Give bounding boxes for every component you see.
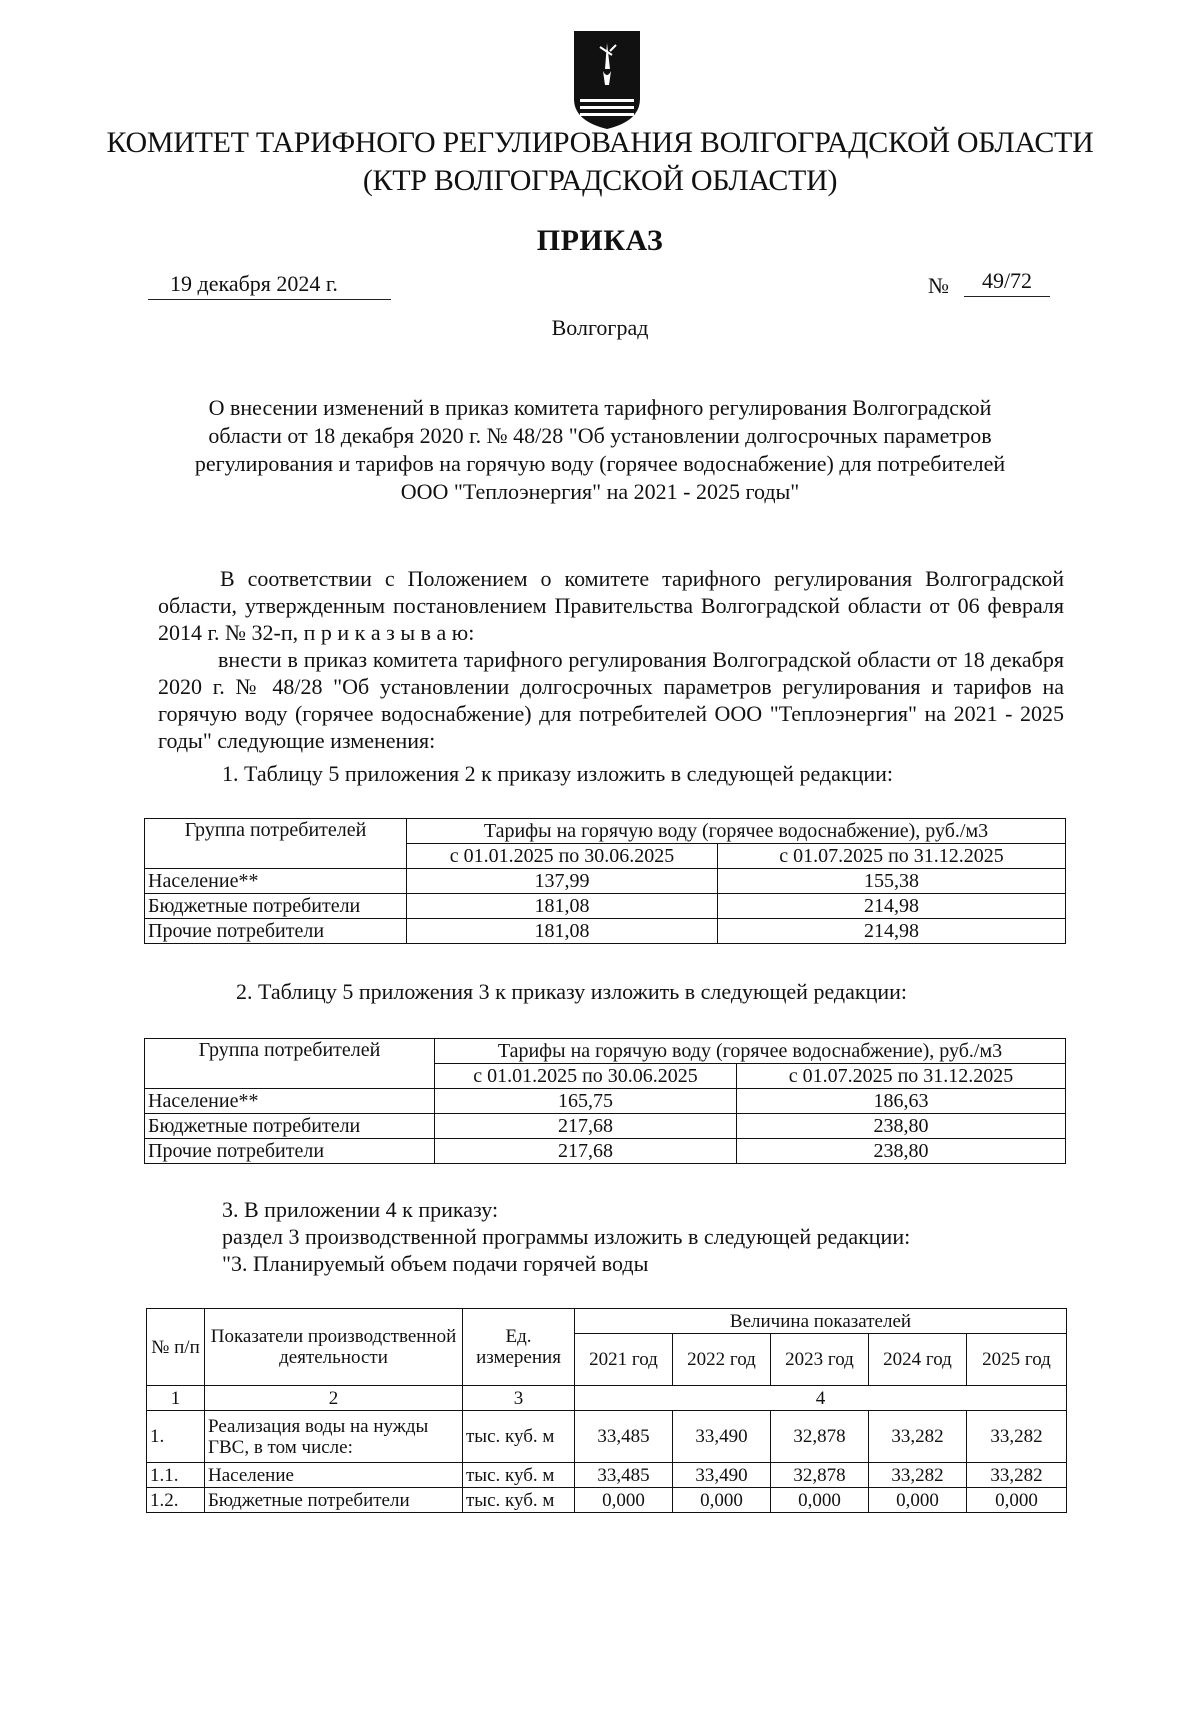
indicator-cell: Население	[205, 1463, 463, 1488]
table-row	[145, 1114, 1066, 1139]
header-period-1: с 01.01.2025 по 30.06.2025	[407, 844, 718, 869]
table-row	[147, 1411, 1067, 1463]
tariff-value-cell: 217,68	[435, 1139, 737, 1164]
value-cell: 33,282	[869, 1411, 967, 1463]
order-date: 19 декабря 2024 г.	[148, 269, 391, 300]
header-year: 2023 год	[771, 1334, 869, 1386]
indicator-cell: Реализация воды на нужды ГВС, в том числе:	[205, 1411, 463, 1463]
consumer-group-cell: Бюджетные потребители	[145, 894, 407, 919]
row-number-cell: 1.1.	[147, 1463, 205, 1488]
tariff-value-cell: 181,08	[407, 919, 718, 944]
row-number-cell: 1.	[147, 1411, 205, 1463]
row-number-cell: 1.2.	[147, 1488, 205, 1513]
consumer-group-cell: Прочие потребители	[145, 1139, 435, 1164]
tariff-value-cell: 155,38	[718, 869, 1066, 894]
tariff-value-cell: 137,99	[407, 869, 718, 894]
subject-line: О внесении изменений в приказ комитета тарифного регулирования Волгоградской	[208, 395, 992, 420]
subject-line: ООО "Теплоэнергия" на 2021 - 2025 годы"	[400, 479, 800, 504]
column-number: 1	[147, 1386, 205, 1411]
item-3-line: "3. Планируемый объем подачи горячей воды	[222, 1251, 649, 1276]
value-cell: 0,000	[673, 1488, 771, 1513]
tariff-table-appendix-2	[144, 818, 1066, 944]
volgograd-coat-of-arms-icon	[572, 29, 642, 131]
tariff-value-cell: 238,80	[737, 1114, 1066, 1139]
tariff-value-cell: 181,08	[407, 894, 718, 919]
value-cell: 33,282	[967, 1463, 1067, 1488]
tariff-value-cell: 214,98	[718, 894, 1066, 919]
column-number: 3	[463, 1386, 575, 1411]
order-number: 49/72	[964, 266, 1050, 297]
value-cell: 32,878	[771, 1411, 869, 1463]
indicator-cell: Бюджетные потребители	[205, 1488, 463, 1513]
header-unit: Ед. измерения	[463, 1309, 575, 1386]
value-cell: 0,000	[967, 1488, 1067, 1513]
value-cell: 0,000	[575, 1488, 673, 1513]
city: Волгоград	[551, 315, 649, 340]
tariff-value-cell: 214,98	[718, 919, 1066, 944]
value-cell: 33,490	[673, 1463, 771, 1488]
value-cell: 33,490	[673, 1411, 771, 1463]
header-year: 2021 год	[575, 1334, 673, 1386]
item-3-line: 3. В приложении 4 к приказу:	[222, 1197, 499, 1222]
value-cell: 32,878	[771, 1463, 869, 1488]
header-values: Величина показателей	[575, 1309, 1067, 1334]
consumer-group-cell: Население**	[145, 1089, 435, 1114]
organization-name: КОМИТЕТ ТАРИФНОГО РЕГУЛИРОВАНИЯ ВОЛГОГРАДСКОЙ ОБЛАСТИ	[106, 126, 1094, 159]
column-number: 2	[205, 1386, 463, 1411]
table-row	[147, 1488, 1067, 1513]
header-row-number: № п/п	[147, 1309, 205, 1386]
value-cell: 0,000	[771, 1488, 869, 1513]
unit-cell: тыс. куб. м	[463, 1463, 575, 1488]
unit-cell: тыс. куб. м	[463, 1488, 575, 1513]
tariff-value-cell: 186,63	[737, 1089, 1066, 1114]
header-consumer-group: Группа потребителей	[145, 1039, 435, 1089]
subject-line: регулирования и тарифов на горячую воду (горячее водоснабжение) для потребителей	[194, 451, 1006, 476]
item-2: 2. Таблицу 5 приложения 3 к приказу изложить в следующей редакции:	[236, 979, 908, 1004]
header-year: 2024 год	[869, 1334, 967, 1386]
value-cell: 0,000	[869, 1488, 967, 1513]
production-volume-table	[146, 1308, 1067, 1513]
preamble-paragraph: В соответствии с Положением о комитете тарифного регулирования Волгоградской области, утвержденным постановлением Правительства Волгоградской области от 06 февраля 2014 г. № 32-п, п р и к а з ы в а ю:	[158, 566, 1064, 645]
table-row	[147, 1463, 1067, 1488]
value-cell: 33,282	[869, 1463, 967, 1488]
table-row	[145, 894, 1066, 919]
item-3	[222, 1196, 1082, 1277]
header-tariffs: Тарифы на горячую воду (горячее водоснабжение), руб./м3	[435, 1039, 1066, 1064]
header-period-2: с 01.07.2025 по 31.12.2025	[718, 844, 1066, 869]
header-year: 2022 год	[673, 1334, 771, 1386]
header-period-2: с 01.07.2025 по 31.12.2025	[737, 1064, 1066, 1089]
table-row	[145, 1089, 1066, 1114]
tariff-table-appendix-3	[144, 1038, 1066, 1164]
consumer-group-cell: Население**	[145, 869, 407, 894]
order-number-label: №	[928, 273, 949, 298]
value-cell: 33,485	[575, 1411, 673, 1463]
order-subject	[150, 394, 1050, 506]
header-year: 2025 год	[967, 1334, 1067, 1386]
table-row	[145, 869, 1066, 894]
document-title: ПРИКАЗ	[536, 224, 664, 257]
tariff-value-cell: 238,80	[737, 1139, 1066, 1164]
header-indicator: Показатели производственной деятельности	[205, 1309, 463, 1386]
column-number: 4	[575, 1386, 1067, 1411]
table-row	[145, 919, 1066, 944]
header-period-1: с 01.01.2025 по 30.06.2025	[435, 1064, 737, 1089]
tariff-value-cell: 165,75	[435, 1089, 737, 1114]
value-cell: 33,282	[967, 1411, 1067, 1463]
item-3-line: раздел 3 производственной программы изложить в следующей редакции:	[222, 1224, 911, 1249]
header-consumer-group: Группа потребителей	[145, 819, 407, 869]
unit-cell: тыс. куб. м	[463, 1411, 575, 1463]
consumer-group-cell: Бюджетные потребители	[145, 1114, 435, 1139]
consumer-group-cell: Прочие потребители	[145, 919, 407, 944]
table-row	[145, 1139, 1066, 1164]
tariff-value-cell: 217,68	[435, 1114, 737, 1139]
item-1: 1. Таблицу 5 приложения 2 к приказу изложить в следующей редакции:	[222, 761, 894, 786]
header-tariffs: Тарифы на горячую воду (горячее водоснабжение), руб./м3	[407, 819, 1066, 844]
order-paragraph: внести в приказ комитета тарифного регулирования Волгоградской области от 18 декабря 2020 г. № 48/28 "Об установлении долгосрочных параметров регулирования и тарифов на горячую воду (горячее водоснабжение) для потребителей ООО "Теплоэнергия" на 2021 - 2025 годы" следующие изменения:	[158, 647, 1064, 753]
value-cell: 33,485	[575, 1463, 673, 1488]
organization-abbreviation: (КТР ВОЛГОГРАДСКОЙ ОБЛАСТИ)	[362, 164, 838, 197]
subject-line: области от 18 декабря 2020 г. № 48/28 "Об установлении долгосрочных параметров	[208, 423, 992, 448]
